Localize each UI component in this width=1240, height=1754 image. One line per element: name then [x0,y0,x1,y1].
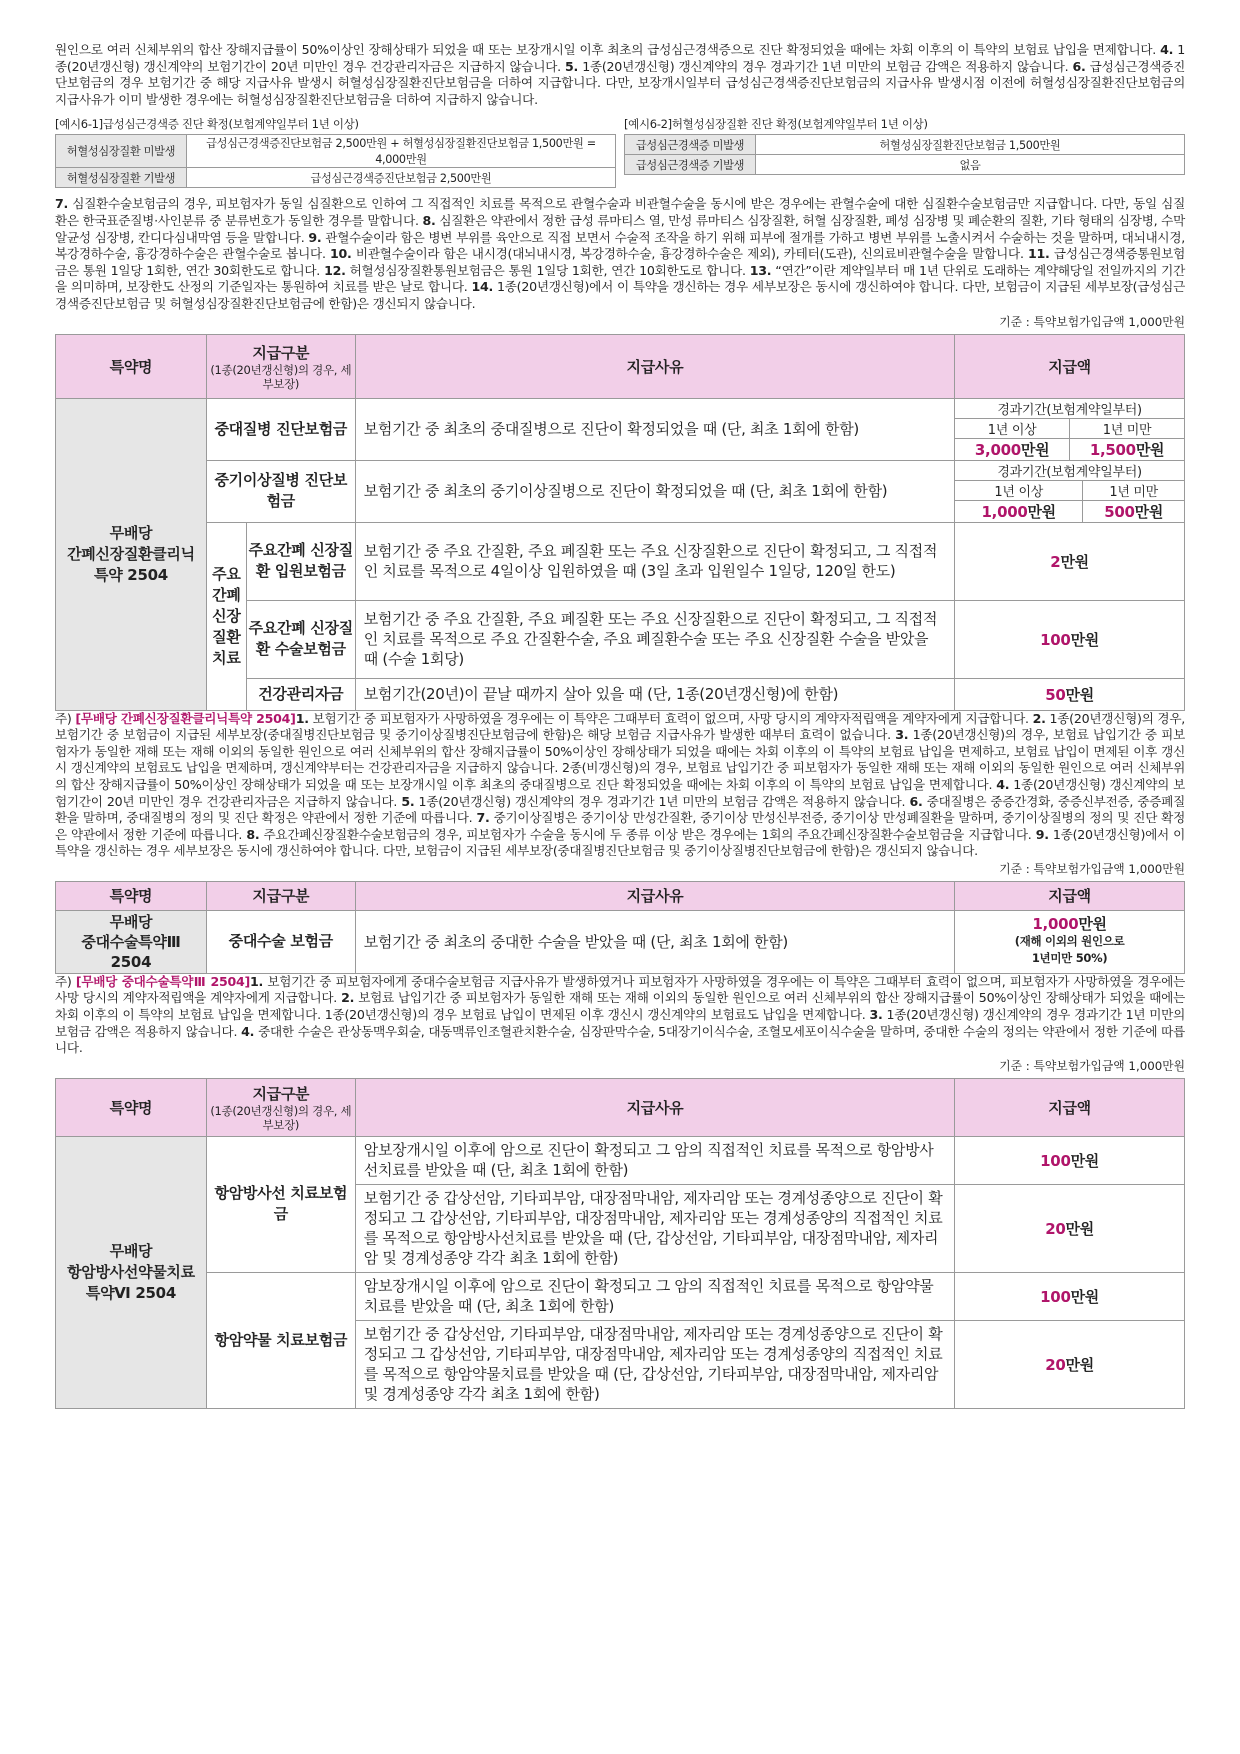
rider-table-liver-lung-kidney [55,334,1185,711]
header-reason: 지급사유 [355,1078,954,1136]
rider-table-major-surgery [55,881,1185,974]
category-cell: 건강관리자금 [246,678,355,710]
rider-name: 무배당 간폐신장질환클리닉 특약 2504 [56,398,207,710]
example-label: 급성심근경색증 미발생 [625,135,756,155]
amount-cell: 경과기간(보험계약일부터) 1년 이상 1년 미만 3,000만원 1,500만원 [955,398,1185,460]
amount-cell: 2만원 [955,522,1185,600]
amount-cell: 경과기간(보험계약일부터) 1년 이상 1년 미만 1,000만원 500만원 [955,460,1185,522]
category-cell: 주요간폐 신장질환 입원보험금 [246,522,355,600]
example-label: 허혈성심장질환 기발생 [56,168,187,188]
amount-cell: 1,000만원 (재해 이외의 원인으로 1년미만 50%) [955,910,1185,973]
amount-cell: 50만원 [955,678,1185,710]
header-reason: 지급사유 [355,881,954,910]
example-tables [55,117,1185,188]
example-label: 급성심근경색증 기발생 [625,155,756,175]
reason-cell: 보험기간 중 갑상선암, 기타피부암, 대장점막내암, 제자리암 또는 경계성종양으로 진단이 확정되고 그 갑상선암, 기타피부암, 대장점막내암, 제자리암 또는 경계성종양의 직접적인 치료를 목적으로 항암약물치료를 받았을 때 (단, 갑상선암, 기타피부암, 대장점막내암, 제자리암 및 경계성종양 각각 최초 1회에 한함) [355,1320,954,1408]
amount-cell: 20만원 [955,1320,1185,1408]
reason-cell: 암보장개시일 이후에 암으로 진단이 확정되고 그 암의 직접적인 치료를 목적으로 항암약물치료를 받았을 때 (단, 최초 1회에 한함) [355,1272,954,1320]
example-6-1-title: [예시6-1]급성심근경색증 진단 확정(보험계약일부터 1년 이상) [55,117,359,132]
reason-cell: 암보장개시일 이후에 암으로 진단이 확정되고 그 암의 직접적인 치료를 목적으로 항암방사선치료를 받았을 때 (단, 최초 1회에 한함) [355,1136,954,1184]
example-6-1-table [55,134,616,188]
reason-cell: 보험기간 중 최초의 중기이상질병으로 진단이 확정되었을 때 (단, 최초 1회에 한함) [355,460,954,522]
header-category: 지급구분 (1종(20년갱신형)의 경우, 세부보장) [206,1078,355,1136]
amount-cell: 20만원 [955,1184,1185,1272]
rider-name: 무배당 중대수술특약Ⅲ 2504 [56,910,207,973]
header-name: 특약명 [56,881,207,910]
note-liver-lung-kidney-rider: 주) [무배당 간폐신장질환클리닉특약 2504]1. 보험기간 중 피보험자가 사망하였을 경우에는 이 특약은 그때부터 효력이 없으며, 사망 당시의 계약자적립액을 계약자에게 지급합니다. 2. 1종(20년갱신형)의 경우, 보험기간 중 보험금이 지급된 세부보장(중대질병진단보험금 및 중기이상질병진단보험금에 한함)은 해당 보험금 지급사유가 발생한 때부터 효력이 없습니다. 3. 1종(20년갱신형)의 경우, 보험료 납입기간 중 피보험자가 동일한 재해 또는 재해 이외의 동일한 원인으로 여러 신체부위의 합산 장해지급률이 50%이상인 장해상태가 되었을 때에는 차회 이후의 이 특약의 보험료 납입을 면제하고, 보험료 납입이 면제된 이후 갱신시 갱신계약의 보험료도 납입을 면제하며, 갱신계약부터는 건강관리자금을 지급하지 않습니다. 2종(비갱신형)의 경우, 보험료 납입기간 중 피보험자가 동일한 재해 또는 재해 이외의 동일한 원인으로 여러 신체부위의 합산 장해지급률이 50%이상인 장해상태가 되었을 때 또는 보장개시일 이후 최초의 중대질병으로 진단 확정되었을 때에는 차회 이후의 이 특약의 보험료 납입을 면제합니다. 4. 1종(20년갱신형) 갱신계약의 보험기간이 20년 미만인 경우 건강관리자금은 지급하지 않습니다. 5. 1종(20년갱신형) 갱신계약의 경우 경과기간 1년 미만의 보험금 감액은 적용하지 않습니다. 6. 중대질병은 중증간경화, 중증신부전증, 중증폐질환을 말하며, 중대질병의 정의 및 진단 확정은 약관에서 정한 기준에 따릅니다. 7. 중기이상질병은 중기이상 만성간질환, 중기이상 만성신부전증, 중기이상 만성폐질환을 말하며, 중기이상질병의 정의 및 진단 확정은 약관에서 정한 기준에 따릅니다. 8. 주요간폐신장질환수술보험금의 경우, 피보험자가 수술을 동시에 두 종류 이상 받은 경우에는 1회의 주요간폐신장질환수술보험금을 지급합니다. 9. 1종(20년갱신형)에서 이 특약을 갱신하는 경우 세부보장은 동시에 갱신하여야 합니다. 다만, 보험금이 지급된 세부보장(중대질병진단보험금 및 중기이상질병진단보험금에 한함)은 갱신되지 않습니다. [55,710,1186,859]
basis-note: 기준 : 특약보험가입금액 1,000만원 [999,1058,1185,1073]
example-6-2-title: [예시6-2]허혈성심장질환 진단 확정(보험계약일부터 1년 이상) [624,117,928,132]
rider-name: 무배당 항암방사선약물치료 특약Ⅵ 2504 [56,1136,207,1408]
category-cell: 주요간폐 신장질환 수술보험금 [246,600,355,678]
category-cell: 항암약물 치료보험금 [206,1272,355,1408]
header-amount: 지급액 [955,1078,1185,1136]
example-value: 허혈성심장질환진단보험금 1,500만원 [756,135,1185,155]
amount-cell: 100만원 [955,600,1185,678]
group-label-main-organ-treatment: 주요 간폐 신장 질환 치료 [206,522,246,710]
note-major-surgery-rider: 주) [무배당 중대수술특약Ⅲ 2504]1. 보험기간 중 피보험자에게 중대수술보험금 지급사유가 발생하였거나 피보험자가 사망하였을 경우에는 이 특약은 그때부터 효력이 없으며, 피보험자가 사망하였을 경우에는 사망 당시의 계약자적립액을 계약자에게 지급합니다. 2. 보험료 납입기간 중 피보험자가 동일한 재해 또는 재해 이외의 동일한 원인으로 여러 신체부위의 합산 장해지급률이 50%이상인 장해상태가 되었을 때에는 차회 이후의 이 특약의 보험료 납입을 면제합니다. 1종(20년갱신형)의 경우 보험료 납입이 면제된 이후 갱신시 갱신계약의 보험료도 납입을 면제합니다. 3. 1종(20년갱신형) 갱신계약의 경우 경과기간 1년 미만의 보험금 감액은 적용하지 않습니다. 4. 중대한 수술은 관상동맥우회술, 대동맥류인조혈관치환수술, 심장판막수술, 5대장기이식수술, 조혈모세포이식수술을 말하며, 중대한 수술의 정의는 약관에서 정한 기준에 따릅니다. [55,973,1185,1056]
example-6-2-table [624,134,1185,175]
example-6-2 [624,117,1185,188]
reason-cell: 보험기간 중 주요 간질환, 주요 폐질환 또는 주요 신장질환으로 진단이 확정되고, 그 직접적인 치료를 목적으로 4일이상 입원하였을 때 (3일 초과 입원일수 1일당, 120일 한도) [355,522,954,600]
amount-cell: 100만원 [955,1136,1185,1184]
example-label: 허혈성심장질환 미발생 [56,135,187,168]
amount-cell: 100만원 [955,1272,1185,1320]
header-amount: 지급액 [955,881,1185,910]
example-6-1 [55,117,616,188]
header-category: 지급구분 [206,881,355,910]
example-value: 급성심근경색증진단보험금 2,500만원 [187,168,616,188]
category-cell: 중대질병 진단보험금 [206,398,355,460]
header-category: 지급구분 (1종(20년갱신형)의 경우, 세부보장) [206,334,355,398]
intro-paragraph: 원인으로 여러 신체부위의 합산 장해지급률이 50%이상인 장해상태가 되었을 때 또는 보장개시일 이후 최초의 급성심근경색증으로 진단 확정되었을 때에는 차회 이후의 이 특약의 보험료 납입을 면제합니다. 4. 1종(20년갱신형) 갱신계약의 보험기간이 20년 미만인 경우 건강관리자금은 지급하지 않습니다. 5. 1종(20년갱신형) 갱신계약의 경우 경과기간 1년 미만의 보험금 감액은 적용하지 않습니다. 6. 급성심근경색증진단보험금의 경우 보험기간 중 해당 지급사유 발생시 허혈성심장질환진단보험금을 더하여 지급합니다. 다만, 보장개시일부터 급성심근경색증진단보험금의 지급사유 발생시점 이전에 허혈성심장질환진단보험금의 지급사유가 이미 발생한 경우에는 허혈성심장질환진단보험금을 더하여 지급하지 않습니다. [55,42,1186,107]
header-name: 특약명 [56,1078,207,1136]
rider-table-anticancer-treatment [55,1078,1185,1409]
category-cell: 항암방사선 치료보험금 [206,1136,355,1272]
reason-cell: 보험기간 중 최초의 중대한 수술을 받았을 때 (단, 최초 1회에 한함) [355,910,954,973]
category-cell: 중대수술 보험금 [206,910,355,973]
basis-note: 기준 : 특약보험가입금액 1,000만원 [999,314,1185,329]
reason-cell: 보험기간 중 주요 간질환, 주요 폐질환 또는 주요 신장질환으로 진단이 확정되고, 그 직접적인 치료를 목적으로 주요 간질환수술, 주요 폐질환수술 또는 주요 신장질환 수술을 받았을 때 (수술 1회당) [355,600,954,678]
example-value: 없음 [756,155,1185,175]
reason-cell: 보험기간(20년)이 끝날 때까지 살아 있을 때 (단, 1종(20년갱신형)에 한함) [355,678,954,710]
header-name: 특약명 [56,334,207,398]
paragraph-2: 7. 심질환수술보험금의 경우, 피보험자가 동일 심질환으로 인하여 그 직접적인 치료를 목적으로 관혈수술과 비관혈수술을 동시에 받은 경우에는 관혈수술에 대한 심질환수술보험금만 지급합니다. 다만, 동일 심질환은 한국표준질병·사인분류 중 분류번호가 동일한 경우를 말합니다. 8. 심질환은 약관에서 정한 급성 류마티스 열, 만성 류마티스 심장질환, 허혈 심장질환, 폐성 심장병 및 폐순환의 질환, 기타 형태의 심장병, 수막알균성 심장병, 칸디다심내막염 등을 말합니다. 9. 관혈수술이라 함은 병변 부위를 육안으로 직접 보면서 수술적 조작을 하기 위해 피부에 절개를 가하고 병변 부위를 노출시켜서 수술하는 것을 말하며, 대뇌내시경, 복강경하수술, 흉강경하수술은 관혈수술로 봅니다. 10. 비관혈수술이라 함은 내시경(대뇌내시경, 복강경하수술, 흉강경하수술은 제외), 카테터(도관), 신의료비관혈수술을 말합니다. 11. 급성심근경색증통원보험금은 통원 1일당 1회한, 연간 30회한도로 합니다. 12. 허혈성심장질환통원보험금은 통원 1일당 1회한, 연간 10회한도로 합니다. 13. “연간”이란 계약일부터 매 1년 단위로 도래하는 계약해당일 전일까지의 기간을 의미하며, 보장한도 산정의 기준일자는 통원하여 치료를 받은 날로 합니다. 14. 1종(20년갱신형)에서 이 특약을 갱신하는 경우 세부보장은 동시에 갱신하여야 합니다. 다만, 보험금이 지급된 세부보장(급성심근경색증진단보험금 및 허혈성심장질환진단보험금에 한함)은 갱신되지 않습니다. [55,196,1186,311]
category-cell: 중기이상질병 진단보험금 [206,460,355,522]
example-value: 급성심근경색증진단보험금 2,500만원 + 허혈성심장질환진단보험금 1,500만원 = 4,000만원 [187,135,616,168]
reason-cell: 보험기간 중 갑상선암, 기타피부암, 대장점막내암, 제자리암 또는 경계성종양으로 진단이 확정되고 그 갑상선암, 기타피부암, 대장점막내암, 제자리암 또는 경계성종양의 직접적인 치료를 목적으로 항암방사선치료를 받았을 때 (단, 갑상선암, 기타피부암, 대장점막내암, 제자리암 및 경계성종양 각각 최초 1회에 한함) [355,1184,954,1272]
document-page [55,0,1185,1409]
header-amount: 지급액 [955,334,1185,398]
basis-note: 기준 : 특약보험가입금액 1,000만원 [999,861,1185,876]
reason-cell: 보험기간 중 최초의 중대질병으로 진단이 확정되었을 때 (단, 최초 1회에 한함) [355,398,954,460]
header-reason: 지급사유 [355,334,954,398]
